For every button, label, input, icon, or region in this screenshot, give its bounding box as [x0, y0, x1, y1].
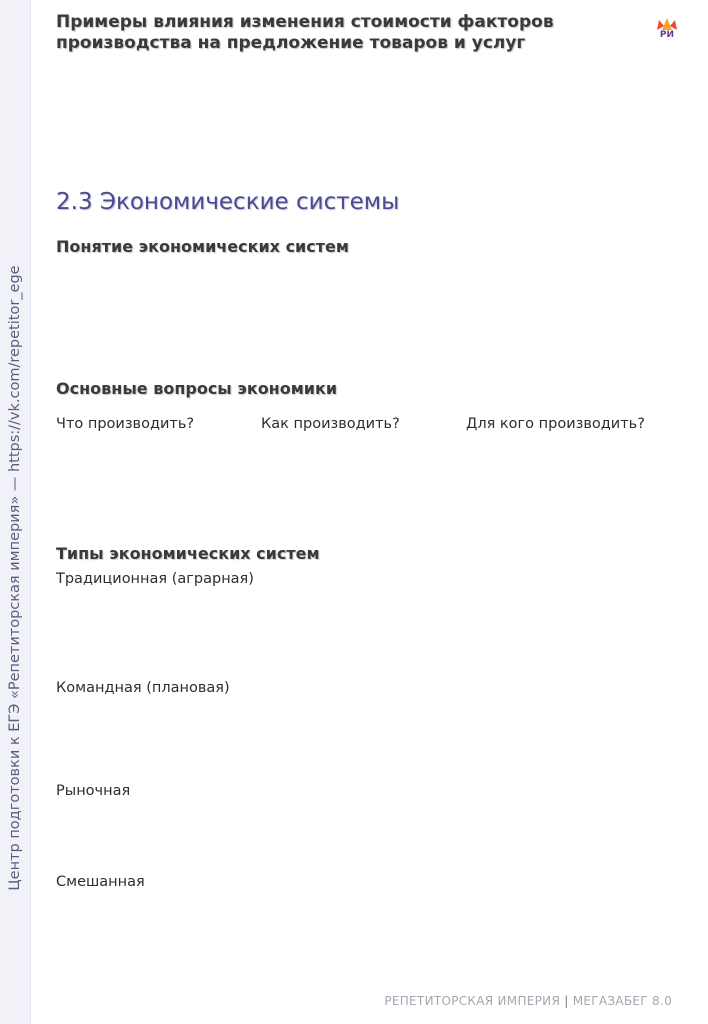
type-item-mixed: Смешанная: [56, 874, 145, 890]
page-title-line-2: производства на предложение товаров и услуг: [56, 33, 526, 53]
type-item-traditional: Традиционная (аграрная): [56, 571, 254, 587]
question-item-how: Как производить?: [261, 416, 400, 432]
logo-label: РИ: [659, 30, 675, 40]
questions-heading: Основные вопросы экономики: [56, 379, 338, 398]
page-title-line-1: Примеры влияния изменения стоимости факторов: [56, 12, 554, 32]
sidebar-strip: [0, 0, 31, 1024]
footer-brand: РЕПЕТИТОРСКАЯ ИМПЕРИЯ: [384, 994, 561, 1008]
footer: [384, 994, 672, 1008]
crown-icon: [654, 17, 680, 31]
brand-logo: [654, 17, 680, 45]
type-item-command: Командная (плановая): [56, 680, 230, 696]
sidebar-caption: Центр подготовки к ЕГЭ «Репетиторская империя» — https://vk.com/repetitor_ege: [7, 265, 23, 891]
types-heading: Типы экономических систем: [56, 544, 320, 563]
footer-event: МЕГАЗАБЕГ 8.0: [572, 994, 672, 1008]
section-title: 2.3 Экономические системы: [56, 189, 400, 215]
concept-heading: Понятие экономических систем: [56, 237, 349, 256]
footer-separator: |: [564, 994, 569, 1008]
question-item-what: Что производить?: [56, 416, 195, 432]
question-item-for-whom: Для кого производить?: [466, 416, 645, 432]
page-title: [56, 12, 616, 54]
type-item-market: Рыночная: [56, 783, 131, 799]
